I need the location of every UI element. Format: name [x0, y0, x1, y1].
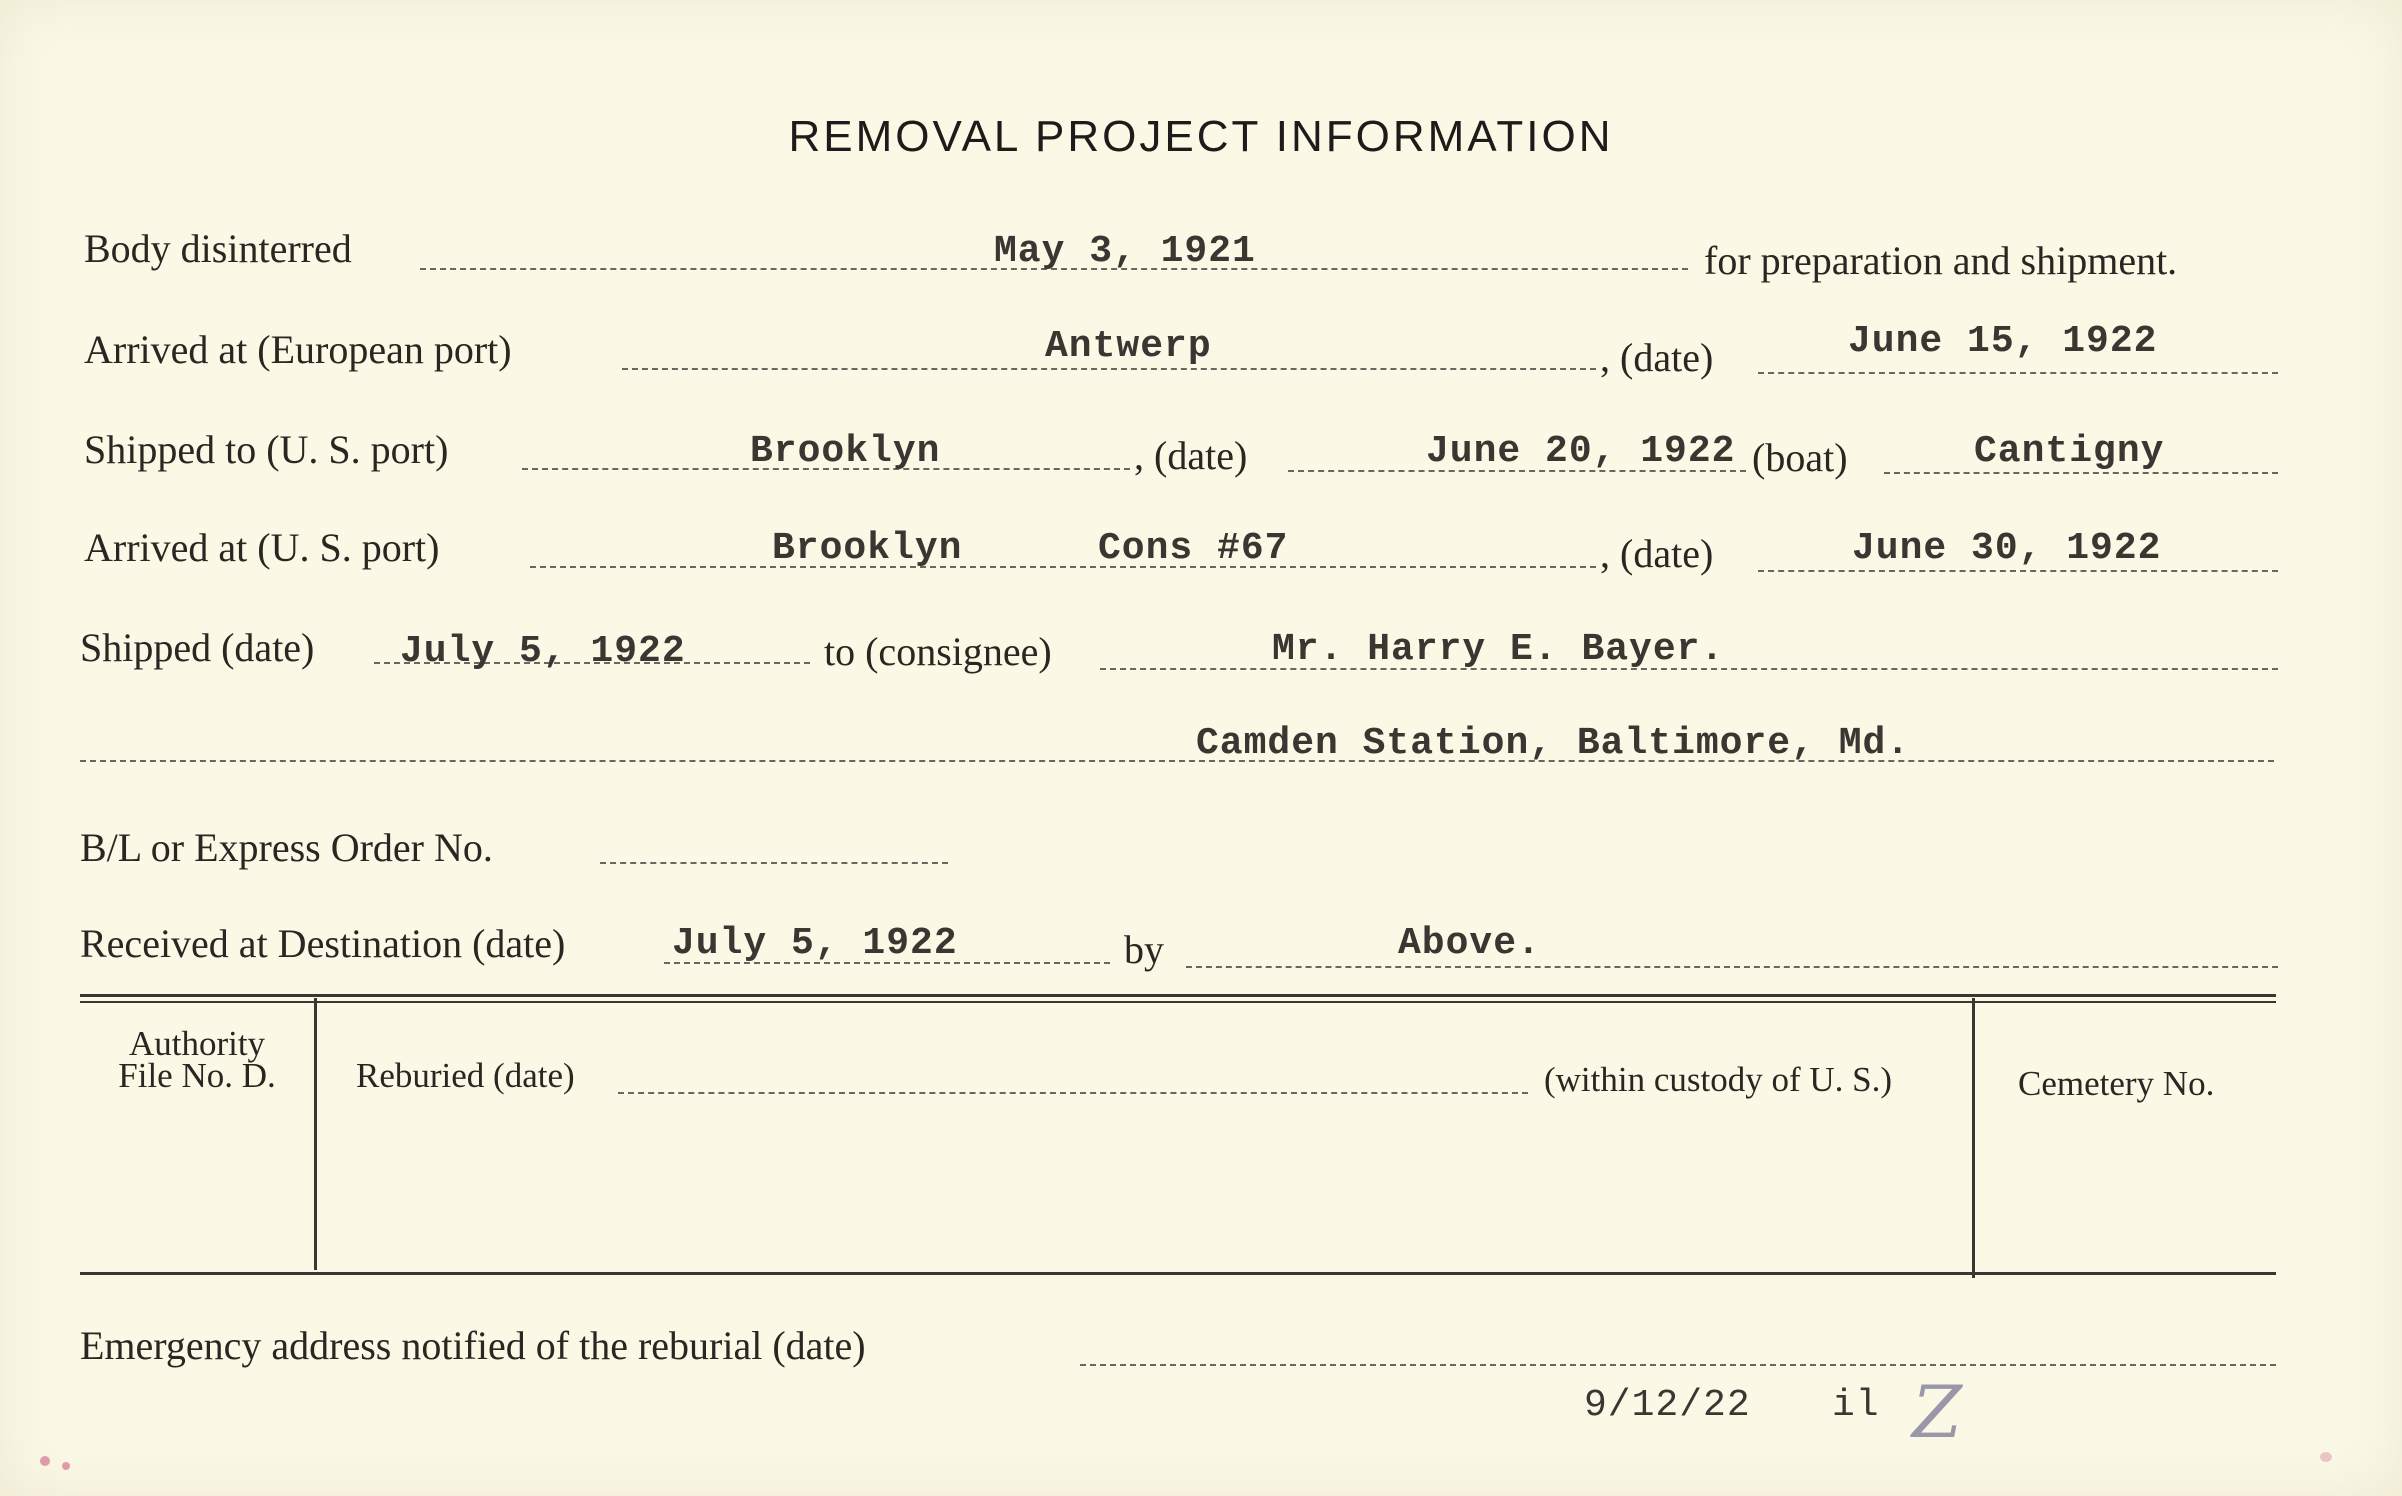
- box-bottom-rule: [80, 1272, 2276, 1275]
- label-date-3: , (date): [1600, 531, 1714, 576]
- value-us-arrival-date: June 30, 1922: [1852, 527, 2162, 570]
- label-arrived-us-port: Arrived at (U. S. port): [84, 525, 440, 570]
- label-body-disinterred: Body disinterred: [84, 226, 352, 271]
- label-shipped-to-us-port: Shipped to (U. S. port): [84, 427, 449, 472]
- field-line-emergency: [1080, 1364, 2276, 1366]
- label-reburied-date: Reburied (date): [356, 1056, 575, 1095]
- value-us-port-arrived: Brooklyn: [772, 527, 963, 570]
- value-shipped-date: June 20, 1922: [1426, 430, 1736, 473]
- value-received-by: Above.: [1398, 922, 1541, 965]
- label-date-2: , (date): [1134, 433, 1248, 478]
- value-disinterred-date: May 3, 1921: [994, 230, 1256, 273]
- value-european-port: Antwerp: [1045, 325, 1212, 368]
- label-by: by: [1124, 927, 1164, 972]
- field-line-reburied: [618, 1092, 1528, 1094]
- value-consignee-address: Camden Station, Baltimore, Md.: [1196, 722, 1911, 765]
- box-divider-right: [1972, 998, 1975, 1278]
- label-boat: (boat): [1752, 435, 1848, 480]
- field-line-european-date: [1758, 372, 2278, 374]
- value-boat: Cantigny: [1974, 430, 2165, 473]
- ink-stain: [40, 1456, 50, 1466]
- label-within-custody: (within custody of U. S.): [1544, 1060, 1893, 1099]
- label-authority-file-line1: Authority: [128, 1024, 266, 1063]
- field-line-consignee-address: [80, 760, 2274, 762]
- field-line-us-port: [530, 566, 1596, 568]
- label-bl-order: B/L or Express Order No.: [80, 825, 493, 870]
- label-date-1: , (date): [1600, 335, 1714, 380]
- footer-handwritten-mark: Z: [1912, 1370, 1963, 1454]
- field-line-bl-order: [600, 862, 948, 864]
- footer-date-stamp: 9/12/22: [1584, 1384, 1751, 1427]
- value-received-date: July 5, 1922: [672, 922, 958, 965]
- label-for-preparation: for preparation and shipment.: [1704, 238, 2178, 283]
- label-shipped-date: Shipped (date): [80, 625, 315, 670]
- label-received-destination: Received at Destination (date): [80, 921, 566, 966]
- field-line-european-port: [622, 368, 1596, 370]
- label-emergency-notified: Emergency address notified of the reburial (date): [80, 1323, 866, 1368]
- box-divider-left: [314, 998, 317, 1270]
- label-authority-file-line2: File No. D.: [118, 1056, 276, 1095]
- field-line-received-by: [1186, 966, 2278, 968]
- field-line-us-arrival-date: [1758, 570, 2278, 572]
- value-cons-number: Cons #67: [1098, 527, 1289, 570]
- ink-stain: [62, 1462, 70, 1470]
- box-top-rule-2: [80, 1001, 2276, 1003]
- value-consignee-name: Mr. Harry E. Bayer.: [1272, 628, 1725, 671]
- label-to-consignee: to (consignee): [824, 629, 1052, 674]
- value-us-port-shipped: Brooklyn: [750, 430, 941, 473]
- box-top-rule-1: [80, 994, 2276, 997]
- card-title: REMOVAL PROJECT INFORMATION: [788, 112, 1614, 161]
- label-cemetery-no: Cemetery No.: [2018, 1064, 2215, 1103]
- value-shipped-out-date: July 5, 1922: [400, 630, 686, 673]
- ink-stain: [2320, 1452, 2332, 1462]
- label-arrived-european-port: Arrived at (European port): [84, 327, 512, 372]
- footer-initials: il: [1832, 1384, 1880, 1427]
- value-european-arrival-date: June 15, 1922: [1848, 320, 2158, 363]
